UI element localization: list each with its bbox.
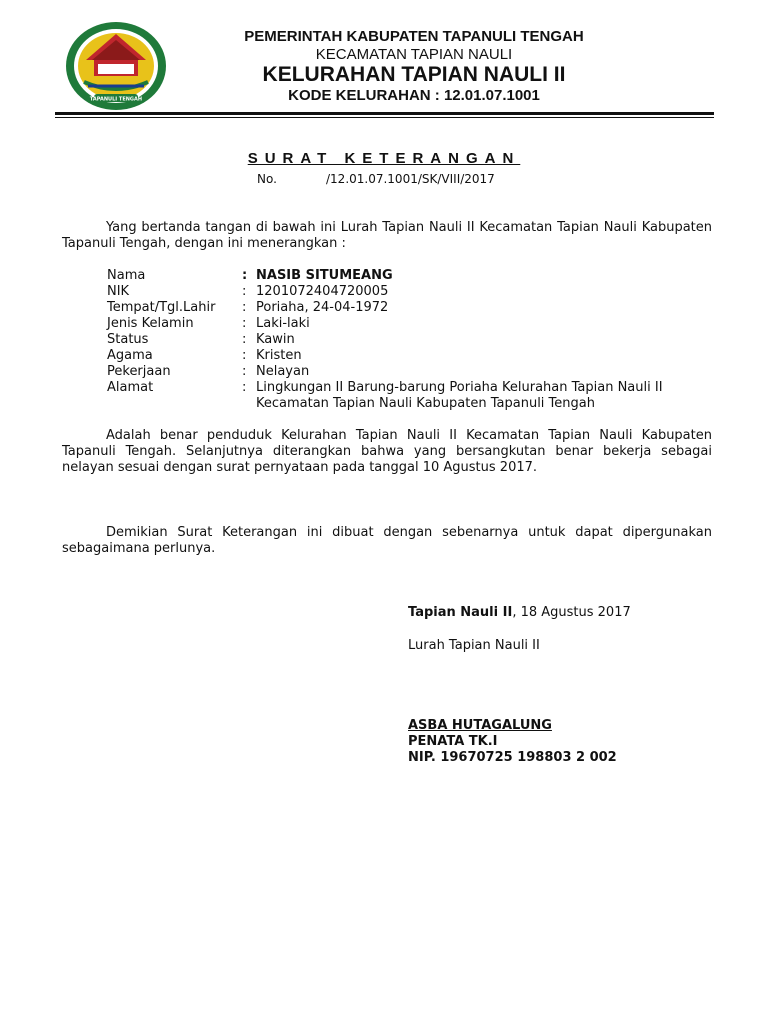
field-colon: :	[242, 316, 247, 331]
field-label: Jenis Kelamin	[107, 316, 194, 331]
signature-place-date	[408, 605, 631, 620]
field-value: Kawin	[256, 332, 295, 347]
signatory-nip: NIP. 19670725 198803 2 002	[408, 750, 617, 765]
header-government: PEMERINTAH KABUPATEN TAPANULI TENGAH	[244, 28, 584, 45]
field-value: NASIB SITUMEANG	[256, 268, 393, 283]
field-label: Nama	[107, 268, 146, 283]
field-colon: :	[242, 364, 247, 379]
field-colon: :	[242, 332, 247, 347]
signatory-name: ASBA HUTAGALUNG	[408, 718, 552, 733]
header-district: KECAMATAN TAPIAN NAULI	[315, 46, 513, 63]
field-label: Status	[107, 332, 149, 347]
intro-paragraph: Yang bertanda tangan di bawah ini Lurah Tapian Nauli II Kecamatan Tapian Nauli Kabupaten Tapanuli Tengah, dengan ini menerangkan :	[62, 220, 712, 251]
signature-date: , 18 Agustus 2017	[512, 605, 631, 620]
field-label: Pekerjaan	[107, 364, 171, 379]
field-value: Laki-laki	[256, 316, 310, 331]
header-divider-thick	[55, 112, 714, 115]
signatory-rank: PENATA TK.I	[408, 734, 498, 749]
field-label: Agama	[107, 348, 153, 363]
header-village: KELURAHAN TAPIAN NAULI II	[262, 63, 566, 86]
field-value: Poriaha, 24-04-1972	[256, 300, 389, 315]
number-label: No.	[257, 172, 277, 186]
header-village-code: KODE KELURAHAN : 12.01.07.1001	[288, 87, 540, 104]
field-value: Lingkungan II Barung-barung Poriaha Kelurahan Tapian Nauli II	[256, 380, 663, 395]
number-value: /12.01.07.1001/SK/VIII/2017	[326, 172, 495, 186]
signature-position: Lurah Tapian Nauli II	[408, 638, 540, 653]
document-title: SURAT KETERANGAN	[247, 150, 521, 167]
field-value: 1201072404720005	[256, 284, 389, 299]
field-colon: :	[242, 284, 247, 299]
field-value-continued: Kecamatan Tapian Nauli Kabupaten Tapanuli Tengah	[256, 396, 595, 411]
field-colon: :	[242, 300, 247, 315]
field-label: NIK	[107, 284, 130, 299]
field-colon: :	[242, 380, 247, 395]
emblem-banner-text: TAPANULI TENGAH	[89, 96, 143, 103]
signature-place: Tapian Nauli II	[408, 605, 513, 620]
header-divider-thin	[55, 117, 714, 118]
statement-paragraph: Adalah benar penduduk Kelurahan Tapian Nauli II Kecamatan Tapian Nauli Kabupaten Tapanuli Tengah. Selanjutnya diterangkan bahwa yang bersangkutan benar bekerja sebagai nelayan sesuai dengan surat pernyataan pada tanggal 10 Agustus 2017.	[62, 428, 712, 475]
field-value: Kristen	[256, 348, 302, 363]
closing-paragraph: Demikian Surat Keterangan ini dibuat dengan sebenarnya untuk dapat dipergunakan sebagaimana perlunya.	[62, 525, 712, 556]
regency-emblem-icon	[64, 20, 168, 112]
field-label: Alamat	[107, 380, 154, 395]
field-colon: :	[242, 348, 247, 363]
field-label: Tempat/Tgl.Lahir	[107, 300, 216, 315]
field-value: Nelayan	[256, 364, 310, 379]
field-colon: :	[242, 268, 248, 283]
